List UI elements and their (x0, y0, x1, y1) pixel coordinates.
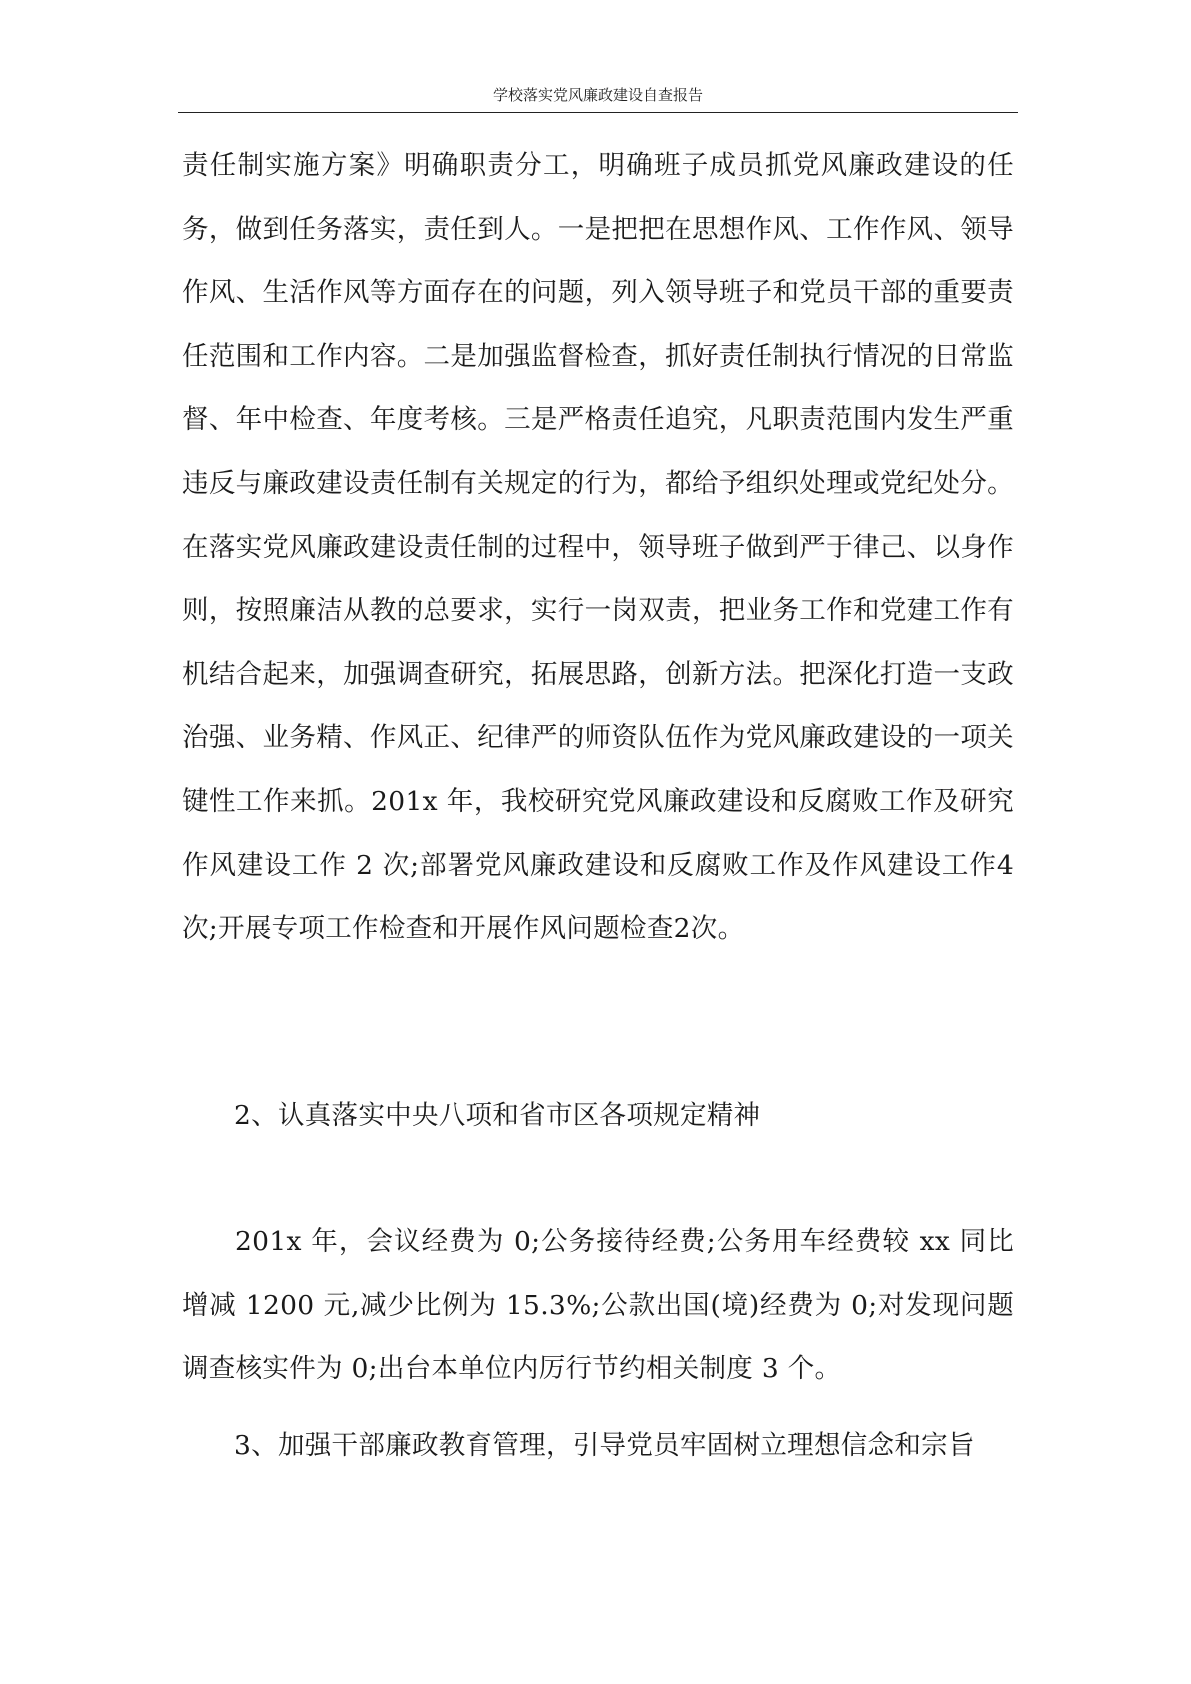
page-header-title: 学校落实党风廉政建设自查报告 (178, 84, 1018, 113)
section-heading-2: 2、认真落实中央八项和省市区各项规定精神 (234, 1100, 761, 1131)
body-paragraph-1: 责任制实施方案》明确职责分工，明确班子成员抓党风廉政建设的任务，做到任务落实，责任到人。一是把把在思想作风、工作作风、领导作风、生活作风等方面存在的问题，列入领导班子和党员干部的重要责任范围和工作内容。二是加强监督检查，抓好责任制执行情况的日常监督、年中检查、年度考核。三是严格责任追究，凡职责范围内发生严重违反与廉政建设责任制有关规定的行为，都给予组织处理或党纪处分。在落实党风廉政建设责任制的过程中，领导班子做到严于律己、以身作则，按照廉洁从教的总要求，实行一岗双责，把业务工作和党建工作有机结合起来，加强调查研究，拓展思路，创新方法。把深化打造一支政治强、业务精、作风正、纪律严的师资队伍作为党风廉政建设的一项关键性工作来抓。201x 年，我校研究党风廉政建设和反腐败工作及研究作风建设工作 2 次;部署党风廉政建设和反腐败工作及作风建设工作4次;开展专项工作检查和开展作风问题检查2次。 (182, 150, 1014, 945)
section-heading-3: 3、加强干部廉政教育管理，引导党员牢固树立理想信念和宗旨 (234, 1430, 975, 1461)
body-paragraph-2: 201x 年，会议经费为 0;公务接待经费;公务用车经费较 xx 同比增减 1200 元,减少比例为 15.3%;公款出国(境)经费为 0;对发现问题调查核实件为 0;出台本单位内厉行节约相关制度 3 个。 (182, 1226, 1014, 1385)
